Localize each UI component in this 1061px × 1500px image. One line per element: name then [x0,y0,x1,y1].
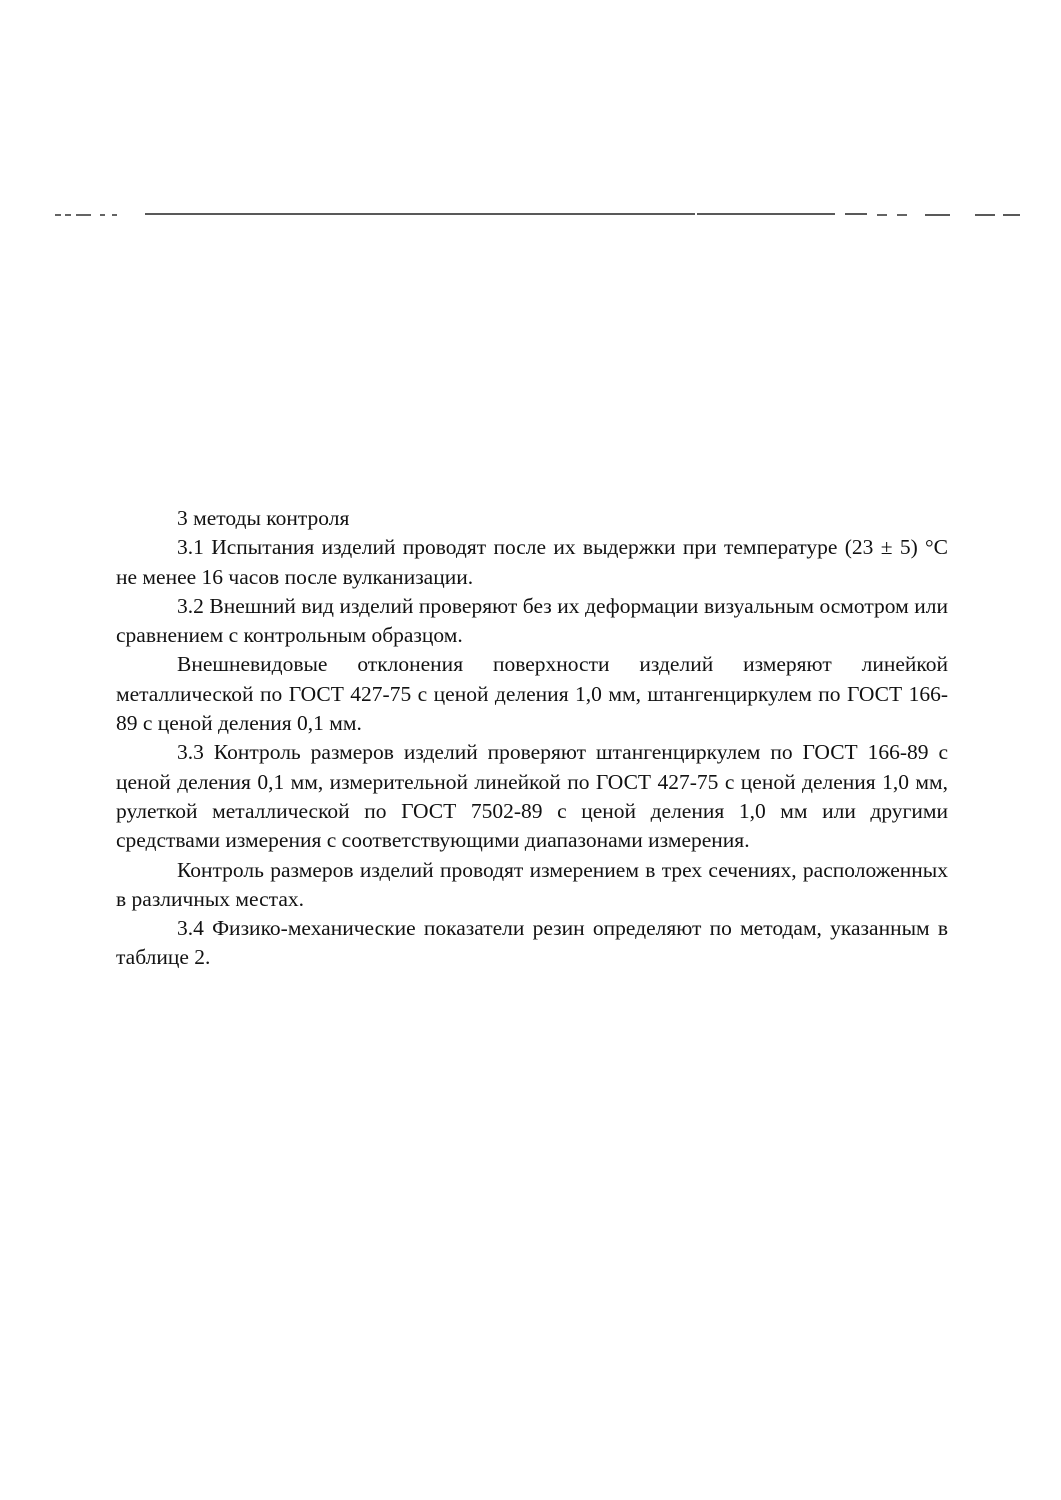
paragraph-size-control: Контроль размеров изделий проводят измерением в трех сечениях, расположенных в различных местах. [116,857,948,911]
header-dashed-rule [55,208,1020,222]
document-body [116,504,948,973]
paragraph-3-3: 3.3 Контроль размеров изделий проверяют штангенциркулем по ГОСТ 166-89 с ценой деления 0,1 мм, измерительной линейкой по ГОСТ 427-75 с ценой деления 1,0 мм, рулеткой металлической по ГОСТ 7502-89 с ценой деления 1,0 мм или другими средствами измерения с соответствующими диапазонами измерения. [116,740,948,853]
paragraph-3-1: 3.1 Испытания изделий проводят после их выдержки при температуре (23 ± 5) °С не менее 16 часов после вулканизации. [116,535,948,589]
paragraph-3-4: 3.4 Физико-механические показатели резин определяют по методам, указанным в таблице 2. [116,916,948,970]
paragraph-surface-deviations: Внешневидовые отклонения поверхности изделий измеряют линейкой металлической по ГОСТ 427-75 с ценой деления 1,0 мм, штангенциркулем по ГОСТ 166-89 с ценой деления 0,1 мм. [116,652,948,736]
paragraph-3-2: 3.2 Внешний вид изделий проверяют без их деформации визуальным осмотром или сравнением с контрольным образцом. [116,593,948,648]
section-title: 3 методы контроля [177,506,350,530]
